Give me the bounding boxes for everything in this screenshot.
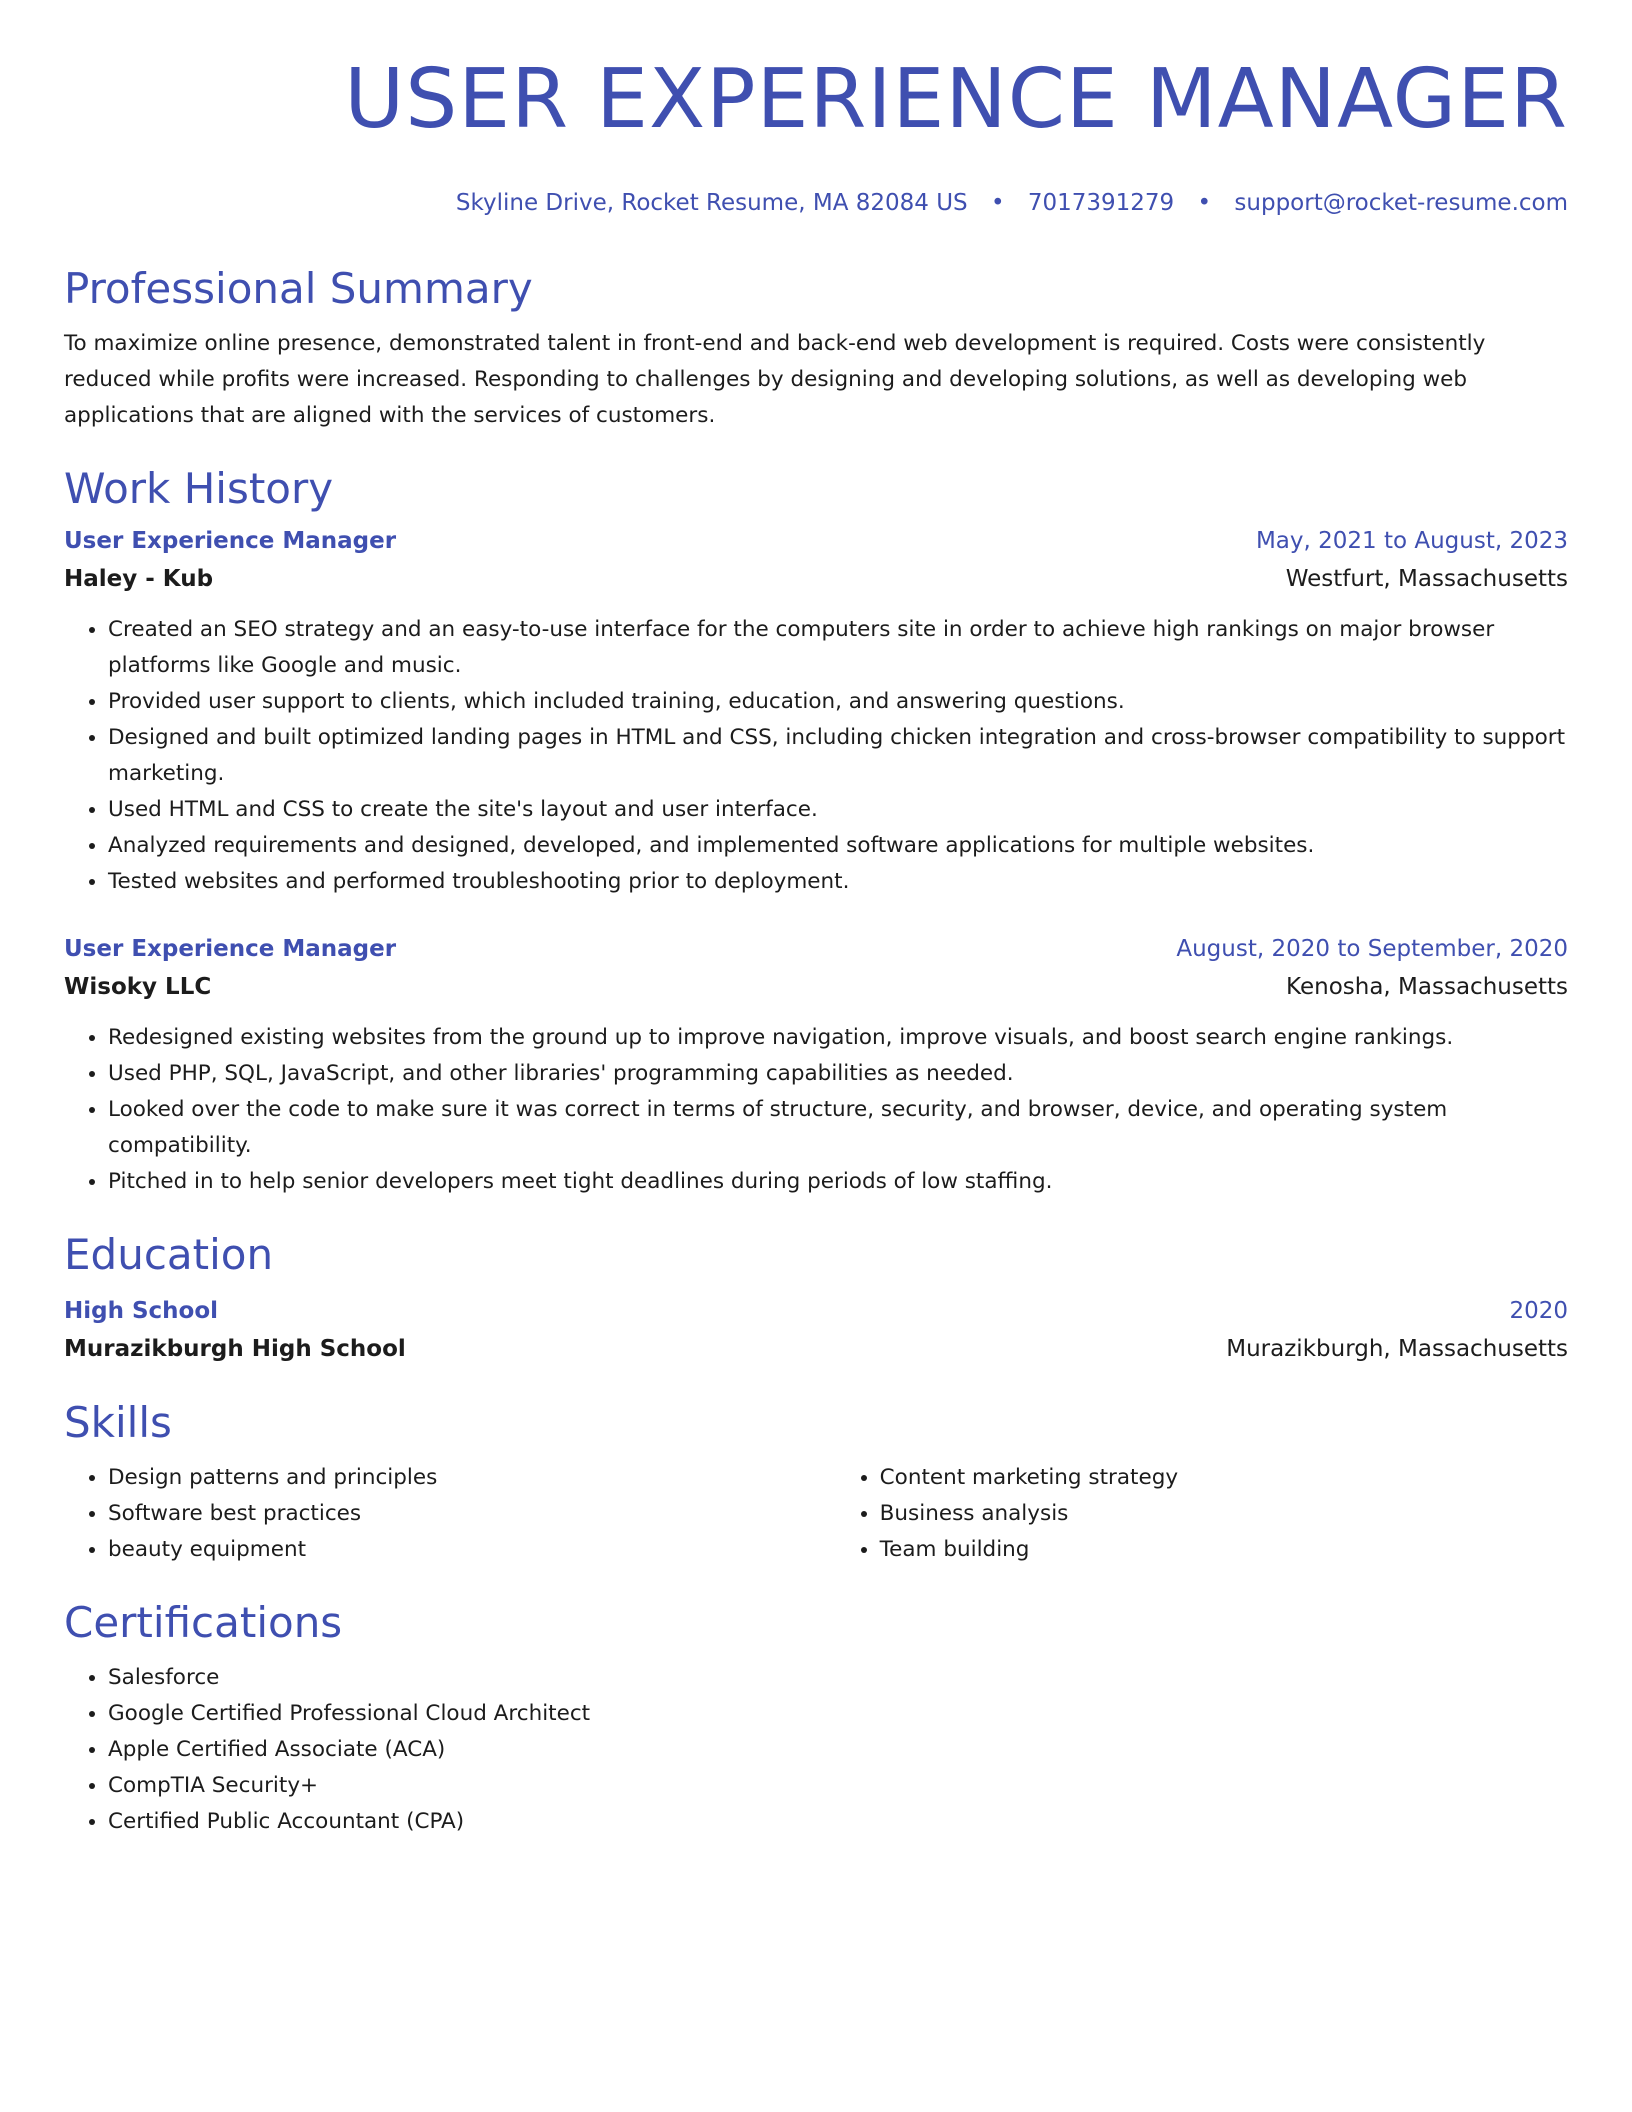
education-degree: High School bbox=[64, 1298, 219, 1324]
job-bullet: • Provided user support to clients, which included training, education, and answering questions. bbox=[108, 684, 1568, 720]
job-bullets bbox=[64, 1020, 1568, 1200]
job-bullet: • Created an SEO strategy and an easy-to-use interface for the computers site in order to achieve high rankings on major browser platforms like Google and music. bbox=[108, 612, 1568, 684]
job-entry bbox=[64, 522, 1568, 900]
summary-section bbox=[64, 264, 1568, 434]
education-year: 2020 bbox=[1509, 1298, 1568, 1324]
contact-address: Skyline Drive, Rocket Resume, MA 82084 US bbox=[455, 190, 968, 216]
contact-separator: • bbox=[1197, 190, 1212, 216]
job-bullets bbox=[64, 612, 1568, 900]
education-section bbox=[64, 1230, 1568, 1368]
summary-text: To maximize online presence, demonstrated talent in front-end and back-end web development is required. Costs were consistently reduced while profits were increased. Responding to challenges by designing and developing solutions, as well as developing web applications that are aligned with the services of customers. bbox=[64, 331, 1486, 428]
certification-item: • Google Certified Professional Cloud Architect bbox=[108, 1696, 1568, 1732]
skill-item: • Business analysis bbox=[880, 1496, 1568, 1532]
job-company: Wisoky LLC bbox=[64, 974, 212, 1000]
skill-item: • Content marketing strategy bbox=[880, 1460, 1568, 1496]
certification-item: • Salesforce bbox=[108, 1660, 1568, 1696]
certifications-heading: Certifications bbox=[64, 1598, 343, 1647]
skill-item: • Team building bbox=[880, 1532, 1568, 1568]
skill-item: • Design patterns and principles bbox=[108, 1460, 836, 1496]
certification-item: • Apple Certified Associate (ACA) bbox=[108, 1732, 1568, 1768]
certification-item: • Certified Public Accountant (CPA) bbox=[108, 1804, 1568, 1840]
job-bullet: • Pitched in to help senior developers meet tight deadlines during periods of low staffing. bbox=[108, 1164, 1568, 1200]
job-bullet: • Tested websites and performed troubleshooting prior to deployment. bbox=[108, 864, 1568, 900]
certifications-list bbox=[64, 1660, 1568, 1840]
skills-list-left bbox=[64, 1460, 836, 1568]
skills-section bbox=[64, 1398, 1568, 1568]
skill-item: • Software best practices bbox=[108, 1496, 836, 1532]
job-bullet: • Used PHP, SQL, JavaScript, and other libraries' programming capabilities as needed. bbox=[108, 1056, 1568, 1092]
job-bullet: • Used HTML and CSS to create the site's layout and user interface. bbox=[108, 792, 1568, 828]
job-location: Westfurt, Massachusetts bbox=[1285, 566, 1568, 592]
job-bullet: • Designed and built optimized landing pages in HTML and CSS, including chicken integration and cross-browser compatibility to support marketing. bbox=[108, 720, 1568, 792]
contact-phone: 7017391279 bbox=[1027, 190, 1175, 216]
certifications-section bbox=[64, 1598, 1568, 1840]
job-role: User Experience Manager bbox=[64, 936, 397, 962]
job-role: User Experience Manager bbox=[64, 528, 397, 554]
job-bullet: • Redesigned existing websites from the ground up to improve navigation, improve visuals, and boost search engine rankings. bbox=[108, 1020, 1568, 1056]
job-dates: May, 2021 to August, 2023 bbox=[1255, 528, 1568, 554]
skills-heading: Skills bbox=[64, 1398, 172, 1447]
job-bullet: • Looked over the code to make sure it was correct in terms of structure, security, and browser, device, and operating system compatibility. bbox=[108, 1092, 1568, 1164]
skill-item: • beauty equipment bbox=[108, 1532, 836, 1568]
job-bullet: • Analyzed requirements and designed, developed, and implemented software applications for multiple websites. bbox=[108, 828, 1568, 864]
work-history-heading: Work History bbox=[64, 464, 334, 513]
skills-list-right bbox=[836, 1460, 1568, 1568]
education-school: Murazikburgh High School bbox=[64, 1336, 406, 1362]
contact-line bbox=[64, 188, 1568, 218]
summary-heading: Professional Summary bbox=[64, 264, 533, 313]
certification-item: • CompTIA Security+ bbox=[108, 1768, 1568, 1804]
job-location: Kenosha, Massachusetts bbox=[1286, 974, 1568, 1000]
job-entry bbox=[64, 930, 1568, 1200]
job-company: Haley - Kub bbox=[64, 566, 214, 592]
education-location: Murazikburgh, Massachusetts bbox=[1226, 1336, 1568, 1362]
education-heading: Education bbox=[64, 1230, 274, 1279]
resume-title: USER EXPERIENCE MANAGER bbox=[344, 52, 1568, 147]
contact-separator: • bbox=[990, 190, 1005, 216]
job-dates: August, 2020 to September, 2020 bbox=[1176, 936, 1568, 962]
contact-email: support@rocket-resume.com bbox=[1234, 190, 1568, 216]
work-history-section bbox=[64, 464, 1568, 1200]
